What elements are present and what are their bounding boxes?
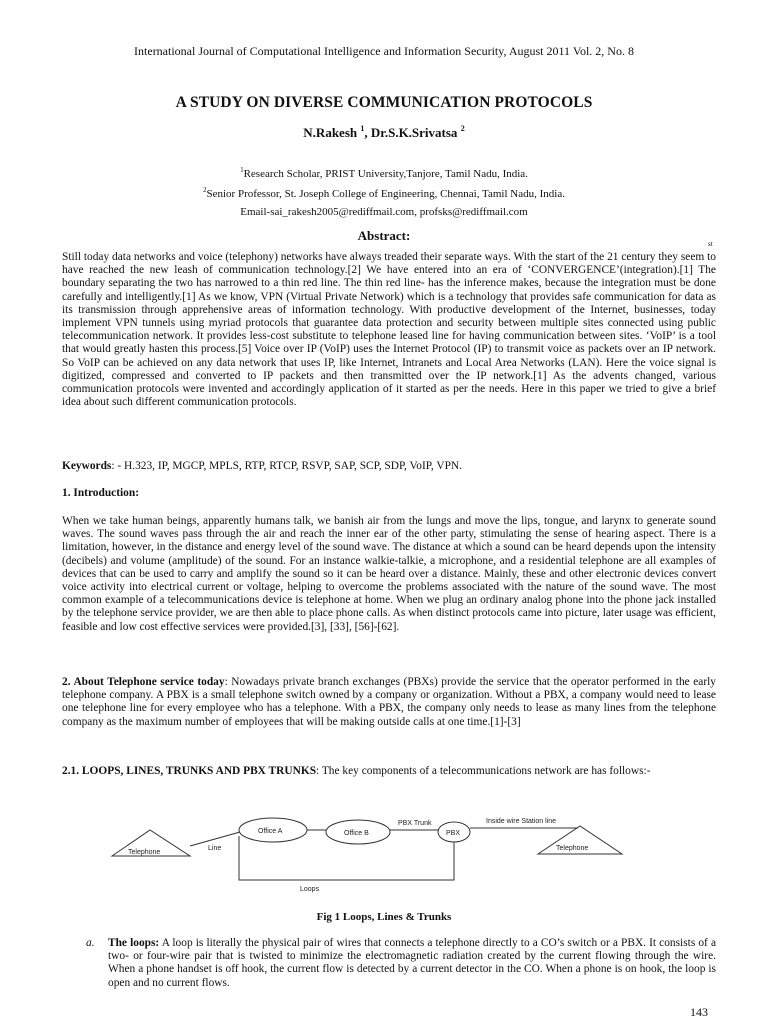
inside-wire-label: Inside wire Station line	[486, 818, 557, 825]
affiliation-1-text: Research Scholar, PRIST University,Tanjore, Tamil Nadu, India.	[243, 168, 528, 180]
telephone-left-label: Telephone	[128, 849, 161, 856]
figure-caption: Fig 1 Loops, Lines & Trunks	[316, 911, 452, 923]
keywords-text: : - H.323, IP, MGCP, MPLS, RTP, RTCP, RSVP, SAP, SCP, SDP, VoIP, VPN.	[111, 460, 462, 472]
office-b-label: Office B	[344, 830, 369, 837]
affiliation-1	[0, 166, 768, 180]
office-a-label: Office A	[258, 828, 283, 835]
affiliation-1-sup: 1	[240, 166, 244, 174]
section21-heading: 2.1. LOOPS, LINES, TRUNKS AND PBX TRUNKS	[62, 765, 317, 777]
section21-paragraph	[62, 765, 716, 778]
abstract-text: Still today data networks and voice (telephony) networks have always treaded their separate ways. With the start of the 21 century they seem to have reached the new leash of communication technology.[2] We have entered into an era of ‘CONVERGENCE’(integration).[1] The boundary separating the two has narrowed to a thin red line. The thin red line- has the inference makes, because the integration must be done carefully and intelligently.[1] As we know, VPN (Virtual Private Network) which is a technology that provides safe communication for data as its transmission through apprehensive areas of information technology. With productive development of the Internet, businesses, today implement VPN tunnels using myriad protocols that guarantee data protection and security between multiple sites connected using public telecommunication network. It provides less-cost substitute to telephone leased line for having communication between sites. ‘VoIP’ is a tool that would greatly hasten this process.[5] Voice over IP (VoIP) uses the Internet Protocol (IP) to transmit voice as packets over an IP network. So VoIP can be achieved on any data network that uses IP, like Internet, Intranets and Local Area Networks (LAN). Here the voice signal is digitized, compressed and converted to IP packets and then transmitted over the IP network.[1] As the advents changed, various communication protocols were invented and accordingly application of it started as per the needs. Here in this paper we tried to give a brief idea about such different communication protocols.	[62, 251, 716, 409]
author-line	[0, 124, 768, 141]
affiliation-2-text: Senior Professor, St. Joseph College of Engineering, Chennai, Tamil Nadu, India.	[206, 188, 565, 200]
author-1-sup: 1	[360, 124, 365, 133]
section2-text: : Nowadays private branch exchanges (PBXs) provide the service that the operator performed in the early telephone company. A PBX is a small telephone switch owned by a company or organization. Without a PBX, a company would need to lease one telephone line for every employee who has a telephone. With a PBX, the company only needs to lease as many lines from the telephone company as the maximum number of employees that will be making outside calls at one time.[1]-[3]	[62, 676, 717, 728]
paper-title: A STUDY ON DIVERSE COMMUNICATION PROTOCOLS	[175, 94, 593, 111]
section2-heading: 2. About Telephone service today	[62, 676, 225, 688]
pbx-trunk-label: PBX Trunk	[398, 820, 432, 827]
list-marker: a.	[86, 937, 95, 949]
journal-header: International Journal of Computational Intelligence and Information Security, August 2011 Vol. 2, No. 8	[134, 44, 634, 58]
list-item-loops	[108, 937, 716, 990]
intro-text: When we take human beings, apparently humans talk, we banish air from the lungs and move the lips, tongue, and larynx to generate sound waves. The sound waves pass through the air and reach the inner ear of the other party, stimulating the sense of hearing aspect. There is a limitation, however, in the distance and energy level of the sound wave. The distance at which a sound can be heard depends upon the intensity (decibels) and volume (amplitude) of the sound. For an instance walkie-talkie, a microphone, and a residential telephone are all examples of devices that can be used to carry and amplify the sound so it can be heard over a distance. Mainly, these and other electronic devices convert voice activity into electrical current or voltage, helping to overcome the problems associated with the nature of the sound wave. The most common example of a telecommunications device is telephone at home. When we plug an ordinary analog phone into the phone jack installed by the telephone service provider, we are then able to place phone calls. As when distinct protocols came into picture, later usage was efficient, feasible and low cost effective services were provided.[3], [33], [56]-[62].	[62, 515, 716, 633]
section21-text: : The key components of a telecommunications network are has follows:-	[316, 765, 651, 777]
section2-paragraph	[62, 676, 716, 729]
intro-heading: 1. Introduction:	[62, 487, 140, 499]
abstract-heading: Abstract:	[357, 228, 411, 243]
author-1: N.Rakesh	[303, 125, 361, 140]
loops-label: Loops	[300, 886, 320, 893]
affiliation-2-sup: 2	[203, 186, 207, 194]
keywords-line	[62, 460, 716, 473]
affiliation-2	[0, 186, 768, 200]
pbx-label: PBX	[446, 830, 461, 837]
line-label: Line	[208, 845, 222, 852]
list-item-text: A loop is literally the physical pair of wires that connects a telephone directly to a CO’s switch or a PBX. It consists of a two- or four-wire pair that is twisted to minimize the electromagnetic radiation created by the current flowing through the wire. When a phone handset is off hook, the current flow is detected by a current detector in the CO. When a phone is on hook, the loop is open and no current flows.	[108, 937, 717, 989]
superscript-st: st	[708, 240, 713, 248]
keywords-label: Keywords	[62, 460, 112, 472]
loops-lines-trunks-diagram	[108, 810, 658, 900]
page-number: 143	[690, 1005, 708, 1019]
author-2-sup: 2	[460, 124, 465, 133]
telephone-right-label: Telephone	[556, 845, 589, 852]
email-line: Email-sai_rakesh2005@rediffmail.com, profsks@rediffmail.com	[240, 206, 528, 218]
author-separator: , Dr.S.K.Srivatsa	[364, 125, 461, 140]
loops-connector	[239, 836, 454, 880]
list-item-heading: The loops:	[108, 937, 160, 949]
line-connector	[190, 832, 240, 846]
